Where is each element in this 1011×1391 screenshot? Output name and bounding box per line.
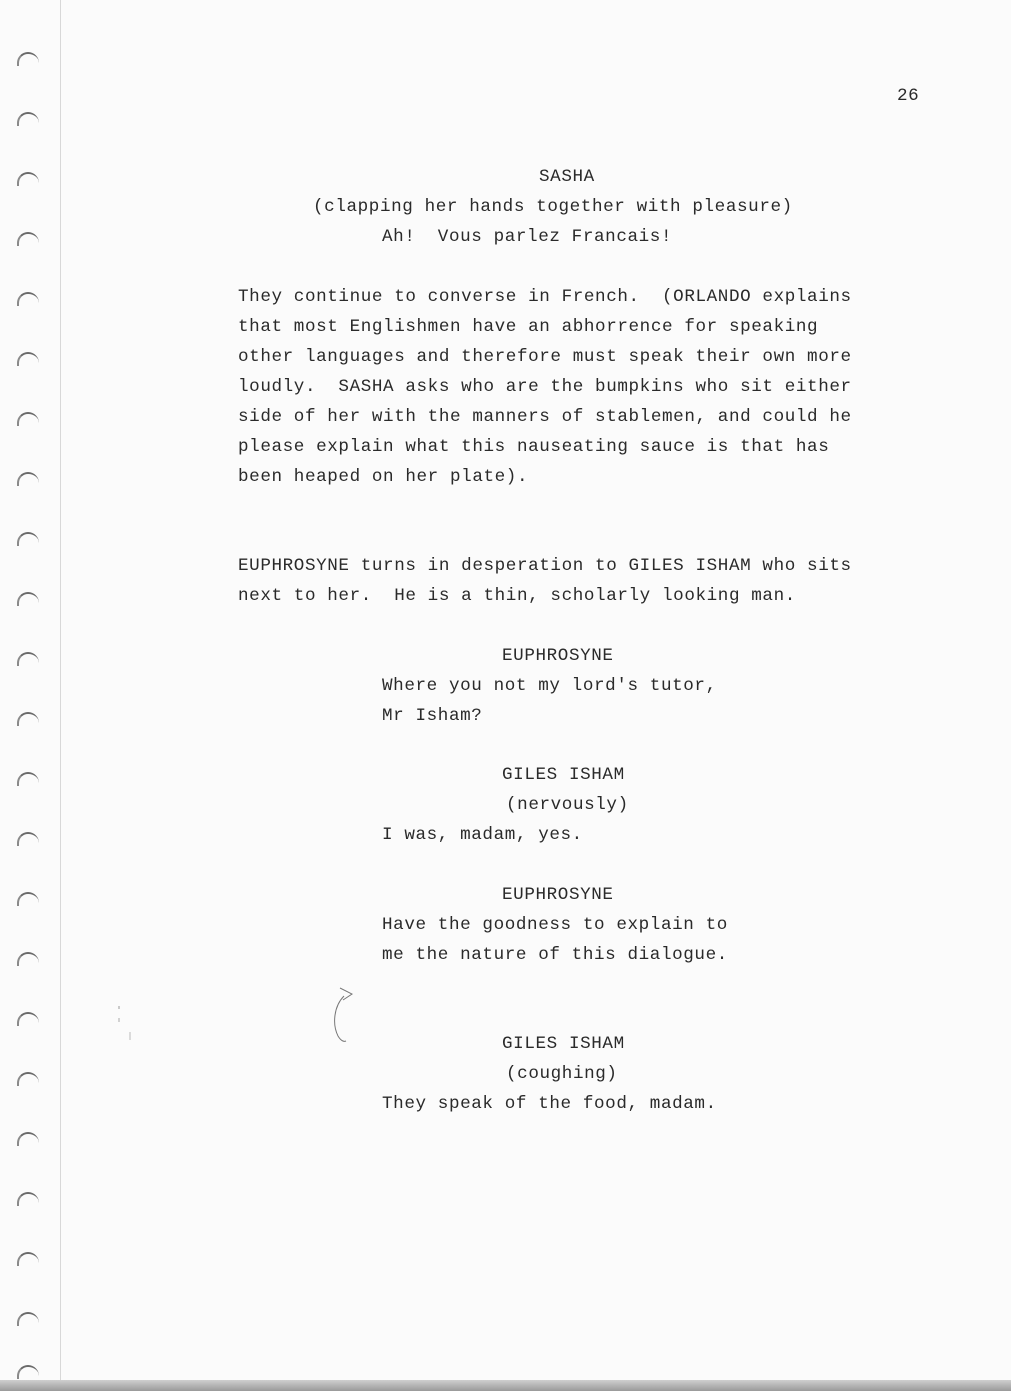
binder-hole — [17, 292, 39, 306]
character-name: SASHA — [539, 167, 595, 187]
binder-hole — [17, 472, 39, 486]
binder-hole — [17, 532, 39, 546]
paper-bottom-edge — [0, 1380, 1011, 1391]
binder-hole — [17, 652, 39, 666]
dialogue-line: Have the goodness to explain to — [382, 915, 728, 935]
dialogue-line: Mr Isham? — [382, 706, 483, 726]
binder-hole — [17, 1072, 39, 1086]
character-name: GILES ISHAM — [502, 1034, 625, 1054]
dialogue-line: I was, madam, yes. — [382, 825, 583, 845]
dialogue-line: Ah! Vous parlez Francais! — [382, 227, 673, 247]
character-name: EUPHROSYNE — [502, 646, 614, 666]
binder-hole — [17, 892, 39, 906]
binder-hole — [17, 1192, 39, 1206]
dialogue-line: They speak of the food, madam. — [382, 1094, 717, 1114]
action-line: been heaped on her plate). — [238, 467, 529, 487]
character-name: EUPHROSYNE — [502, 885, 614, 905]
binder-hole — [17, 832, 39, 846]
action-line: They continue to converse in French. (ORLANDO explains — [238, 287, 852, 307]
binder-hole — [17, 772, 39, 786]
binder-hole — [17, 592, 39, 606]
binder-hole — [17, 112, 39, 126]
binder-hole — [17, 352, 39, 366]
binder-hole — [17, 1012, 39, 1026]
page-number: 26 — [897, 86, 920, 106]
binder-hole — [17, 1312, 39, 1326]
binder-hole — [17, 1252, 39, 1266]
binder-hole — [17, 712, 39, 726]
binder-hole — [17, 52, 39, 66]
action-line: side of her with the manners of stablemen, and could he — [238, 407, 852, 427]
pencil-bracket-mark — [330, 984, 360, 1048]
binder-hole — [17, 172, 39, 186]
action-line: other languages and therefore must speak their own more — [238, 347, 852, 367]
action-line: that most Englishmen have an abhorrence for speaking — [238, 317, 819, 337]
action-line: loudly. SASHA asks who are the bumpkins who sit either — [238, 377, 852, 397]
paper-edge — [60, 0, 61, 1380]
character-name: GILES ISHAM — [502, 765, 625, 785]
paper-specks — [112, 1004, 137, 1044]
binder-hole — [17, 412, 39, 426]
action-line: next to her. He is a thin, scholarly looking man. — [238, 586, 796, 606]
action-line: EUPHROSYNE turns in desperation to GILES ISHAM who sits — [238, 556, 852, 576]
binder-hole — [17, 1365, 39, 1379]
parenthetical: (clapping her hands together with pleasure) — [313, 197, 793, 217]
dialogue-line: Where you not my lord's tutor, — [382, 676, 717, 696]
parenthetical: (nervously) — [506, 795, 629, 815]
action-line: please explain what this nauseating sauce is that has — [238, 437, 830, 457]
parenthetical: (coughing) — [506, 1064, 618, 1084]
binder-hole — [17, 952, 39, 966]
binder-hole — [17, 232, 39, 246]
binder-hole — [17, 1132, 39, 1146]
dialogue-line: me the nature of this dialogue. — [382, 945, 728, 965]
